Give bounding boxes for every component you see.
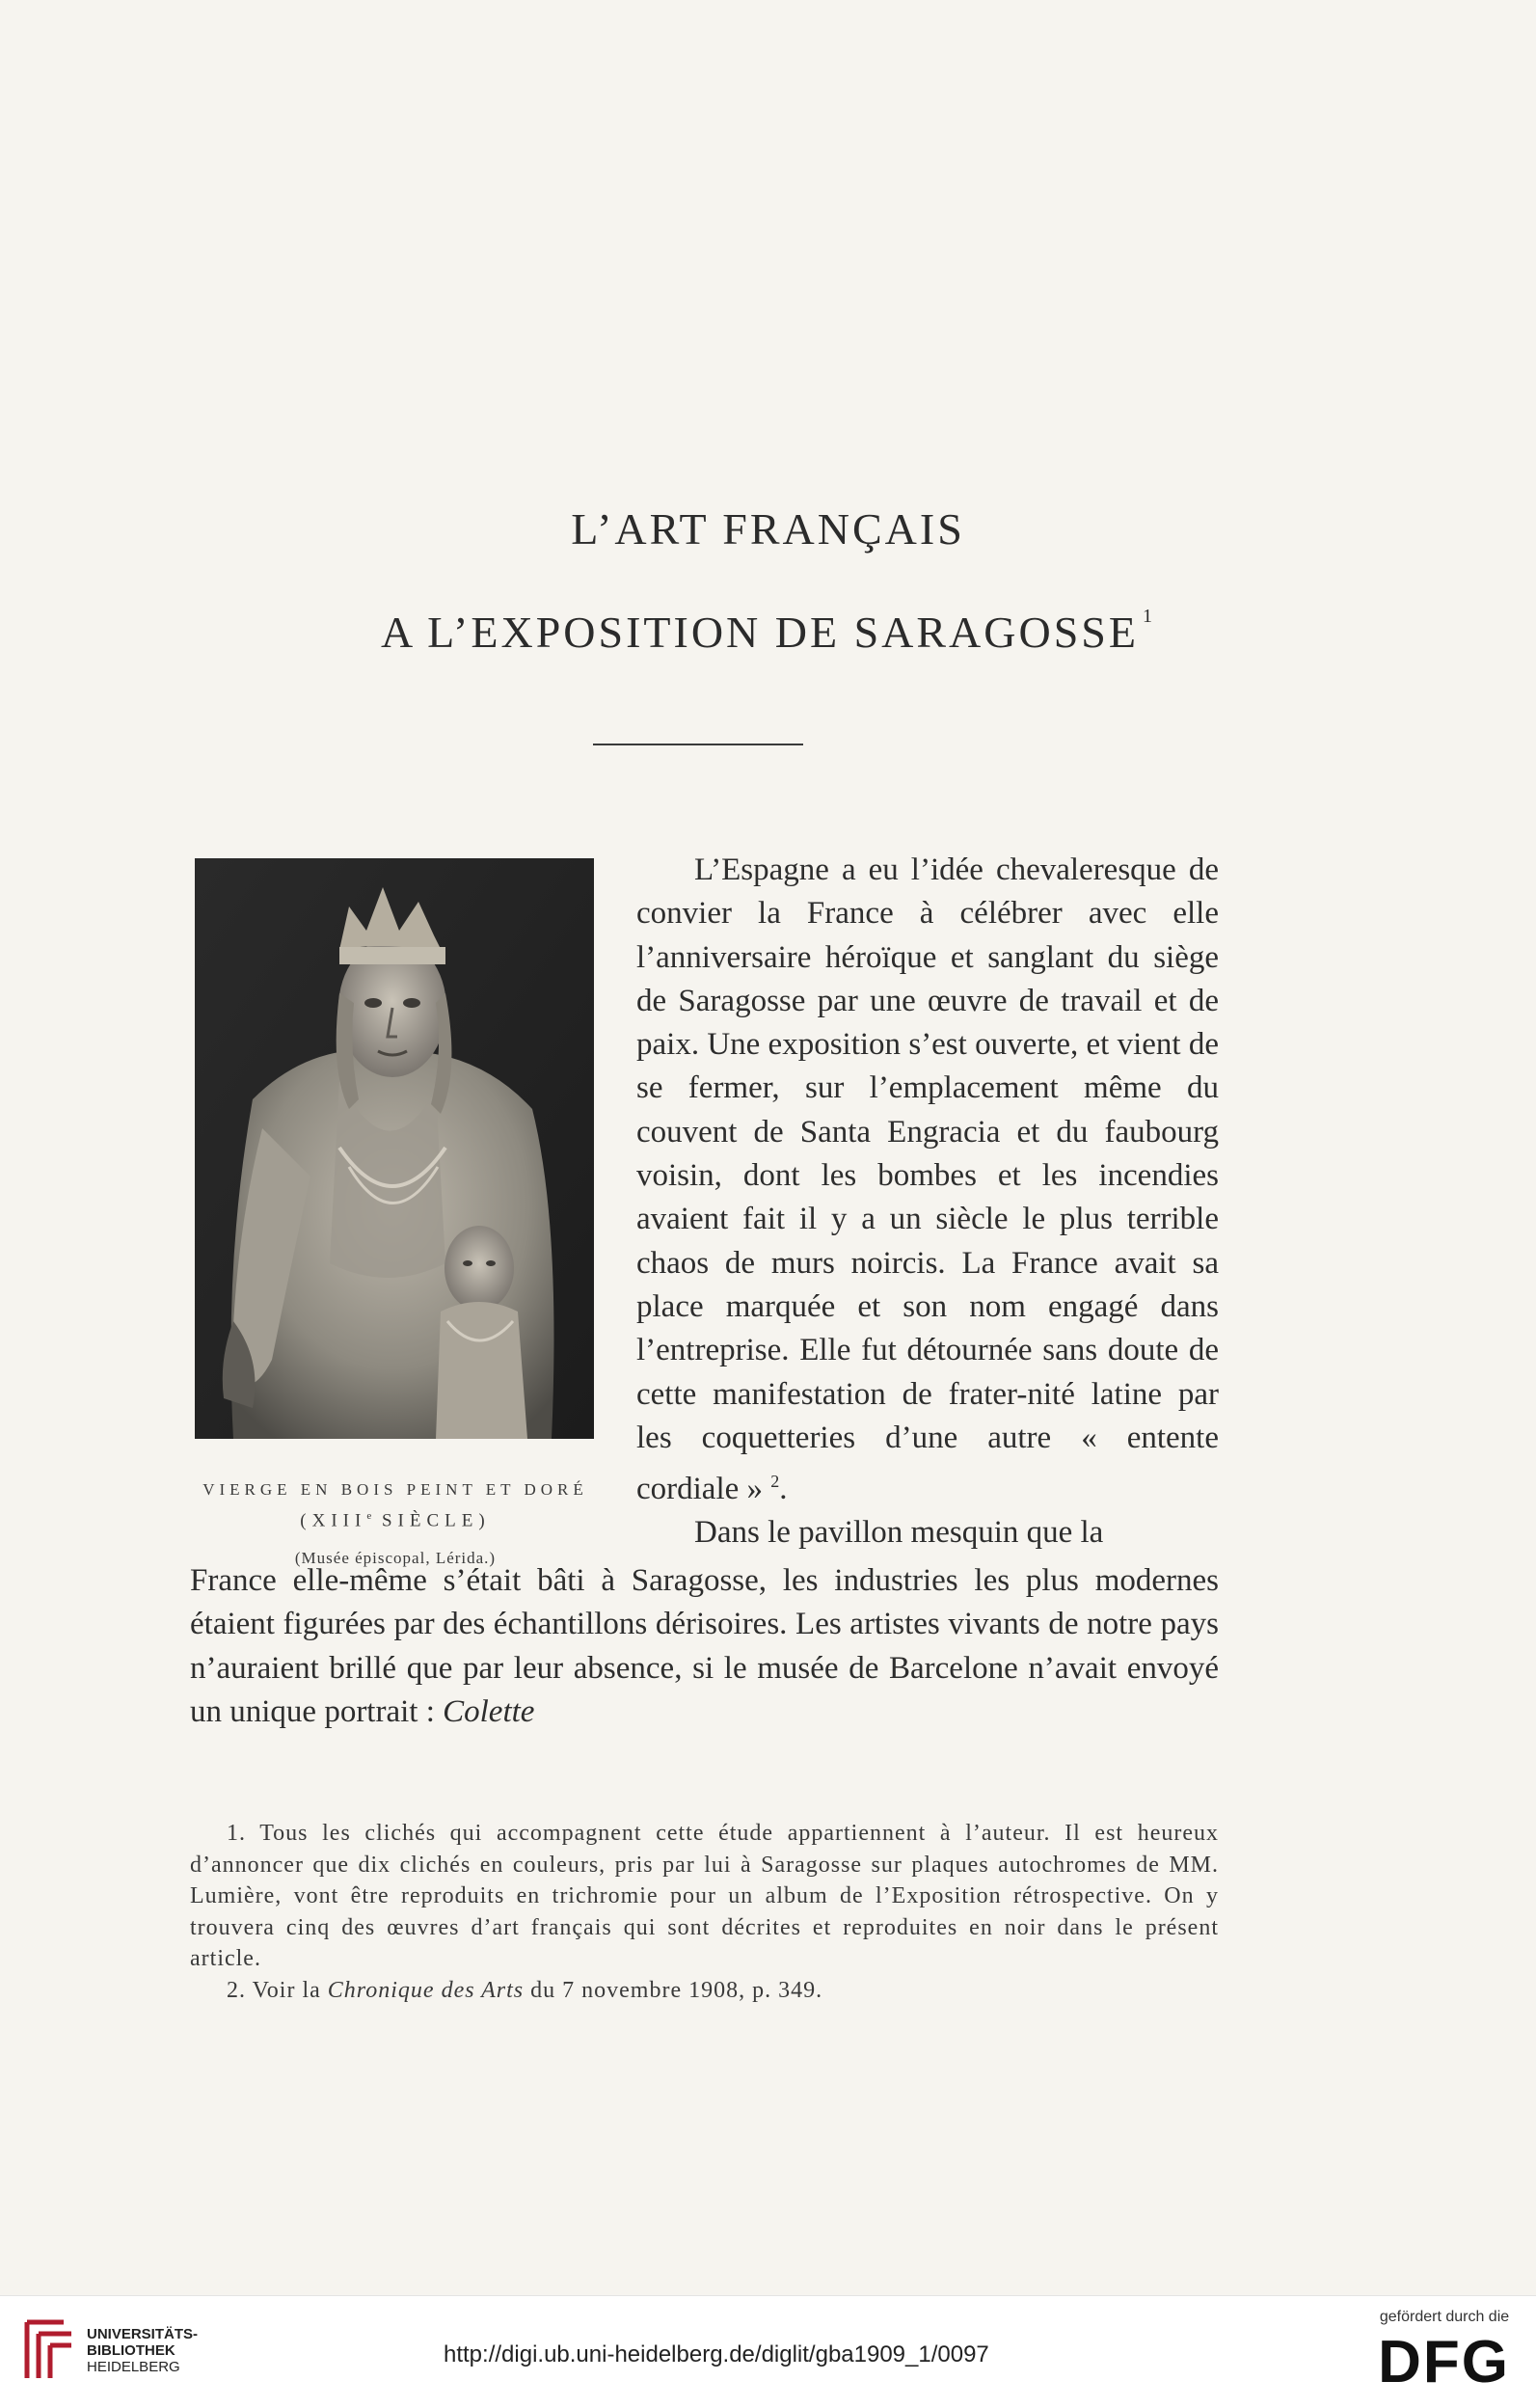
- footnote-2-end: du 7 novembre 1908, p. 349.: [524, 1977, 823, 2003]
- footnote-2: [190, 1975, 1219, 2007]
- paragraph-2-italic: Colette: [443, 1693, 535, 1729]
- uni-name-line1: UNIVERSITÄTS-: [87, 2326, 199, 2342]
- caption-century-end: SIÈCLE): [371, 1510, 491, 1531]
- figure-caption-title: VIERGE EN BOIS PEINT ET DORÉ: [202, 1480, 588, 1499]
- paragraph-1-end: .: [779, 1472, 788, 1507]
- uni-name-line3: HEIDELBERG: [87, 2359, 180, 2375]
- title-divider: [593, 744, 803, 745]
- figure-caption-century: [183, 1510, 607, 1531]
- footnotes: [190, 1818, 1219, 2006]
- body-column-right: [636, 849, 1219, 1556]
- article-title-text: A L’EXPOSITION DE SARAGOSSE: [381, 608, 1139, 657]
- dfg-logo: DFG: [1378, 2329, 1510, 2395]
- university-library-logo-icon: [19, 2316, 77, 2389]
- paragraph-2-text: France elle-même s’était bâti à Saragosse, les industries les plus modernes étaient figurées par des échantillons dérisoires. Les artistes vivants de notre pays n’auraient brillé que par leur absence, si le musée de Barcelone n’avait envoyé un unique portrait :: [190, 1563, 1219, 1729]
- paragraph-1-text: L’Espagne a eu l’idée chevaleresque de convier la France à célébrer avec elle l’anniversaire héroïque et sanglant du siège de Saragosse par une œuvre de travail et de paix. Une exposition s’est ouverte, et vient de se fermer, sur l’emplacement même du couvent de Santa Engracia et du faubourg voisin, dont les bombes et les incendies avaient fait il y a un siècle le plus terrible chaos de murs noircis. La France avait sa place marquée et son nom engagé dans l’entreprise. Elle fut détournée sans doute de cette manifestation de frater-nité latine par les coquetteries d’une autre « entente cordiale »: [636, 852, 1219, 1507]
- caption-century-start: (XIII: [300, 1510, 367, 1531]
- paragraph-1: [636, 849, 1219, 1511]
- footnote-2-italic: Chronique des Arts: [327, 1977, 525, 2003]
- uni-name-line2: BIBLIOTHEK: [87, 2342, 175, 2359]
- article-title-line2: [0, 606, 1536, 658]
- statue-photograph: [195, 858, 594, 1439]
- university-library-name: [87, 2326, 198, 2375]
- paragraph-1-note-mark: 2: [770, 1472, 780, 1492]
- permalink-url[interactable]: http://digi.ub.uni-heidelberg.de/diglit/gba1909_1/0097: [444, 2341, 989, 2367]
- footnote-2-start: 2. Voir la: [227, 1977, 328, 2003]
- caption-century-sup: e: [366, 1510, 372, 1522]
- title-note-mark: 1: [1142, 606, 1155, 627]
- paragraph-2-continued: [190, 1559, 1219, 1734]
- figure-caption-source: (Musée épiscopal, Lérida.): [294, 1549, 497, 1567]
- body-full-width: [190, 1559, 1219, 1734]
- article-title-line1: L’ART FRANÇAIS: [571, 504, 965, 554]
- footnote-1: 1. Tous les clichés qui accompagnent cette étude appartiennent à l’auteur. Il est heureux d’annoncer que dix clichés en couleurs, pris par lui à Saragosse sur plaques autochromes de MM. Lumière, vont être reproduits en trichromie pour un album de l’Exposition rétrospective. On y trouvera cinq des œuvres d’art français qui sont décrites et reproduites en noir dans le présent article.: [190, 1821, 1219, 1971]
- funded-by-label: gefördert durch die: [1379, 2309, 1510, 2325]
- paragraph-2-start: Dans le pavillon mesquin que la: [694, 1515, 1104, 1551]
